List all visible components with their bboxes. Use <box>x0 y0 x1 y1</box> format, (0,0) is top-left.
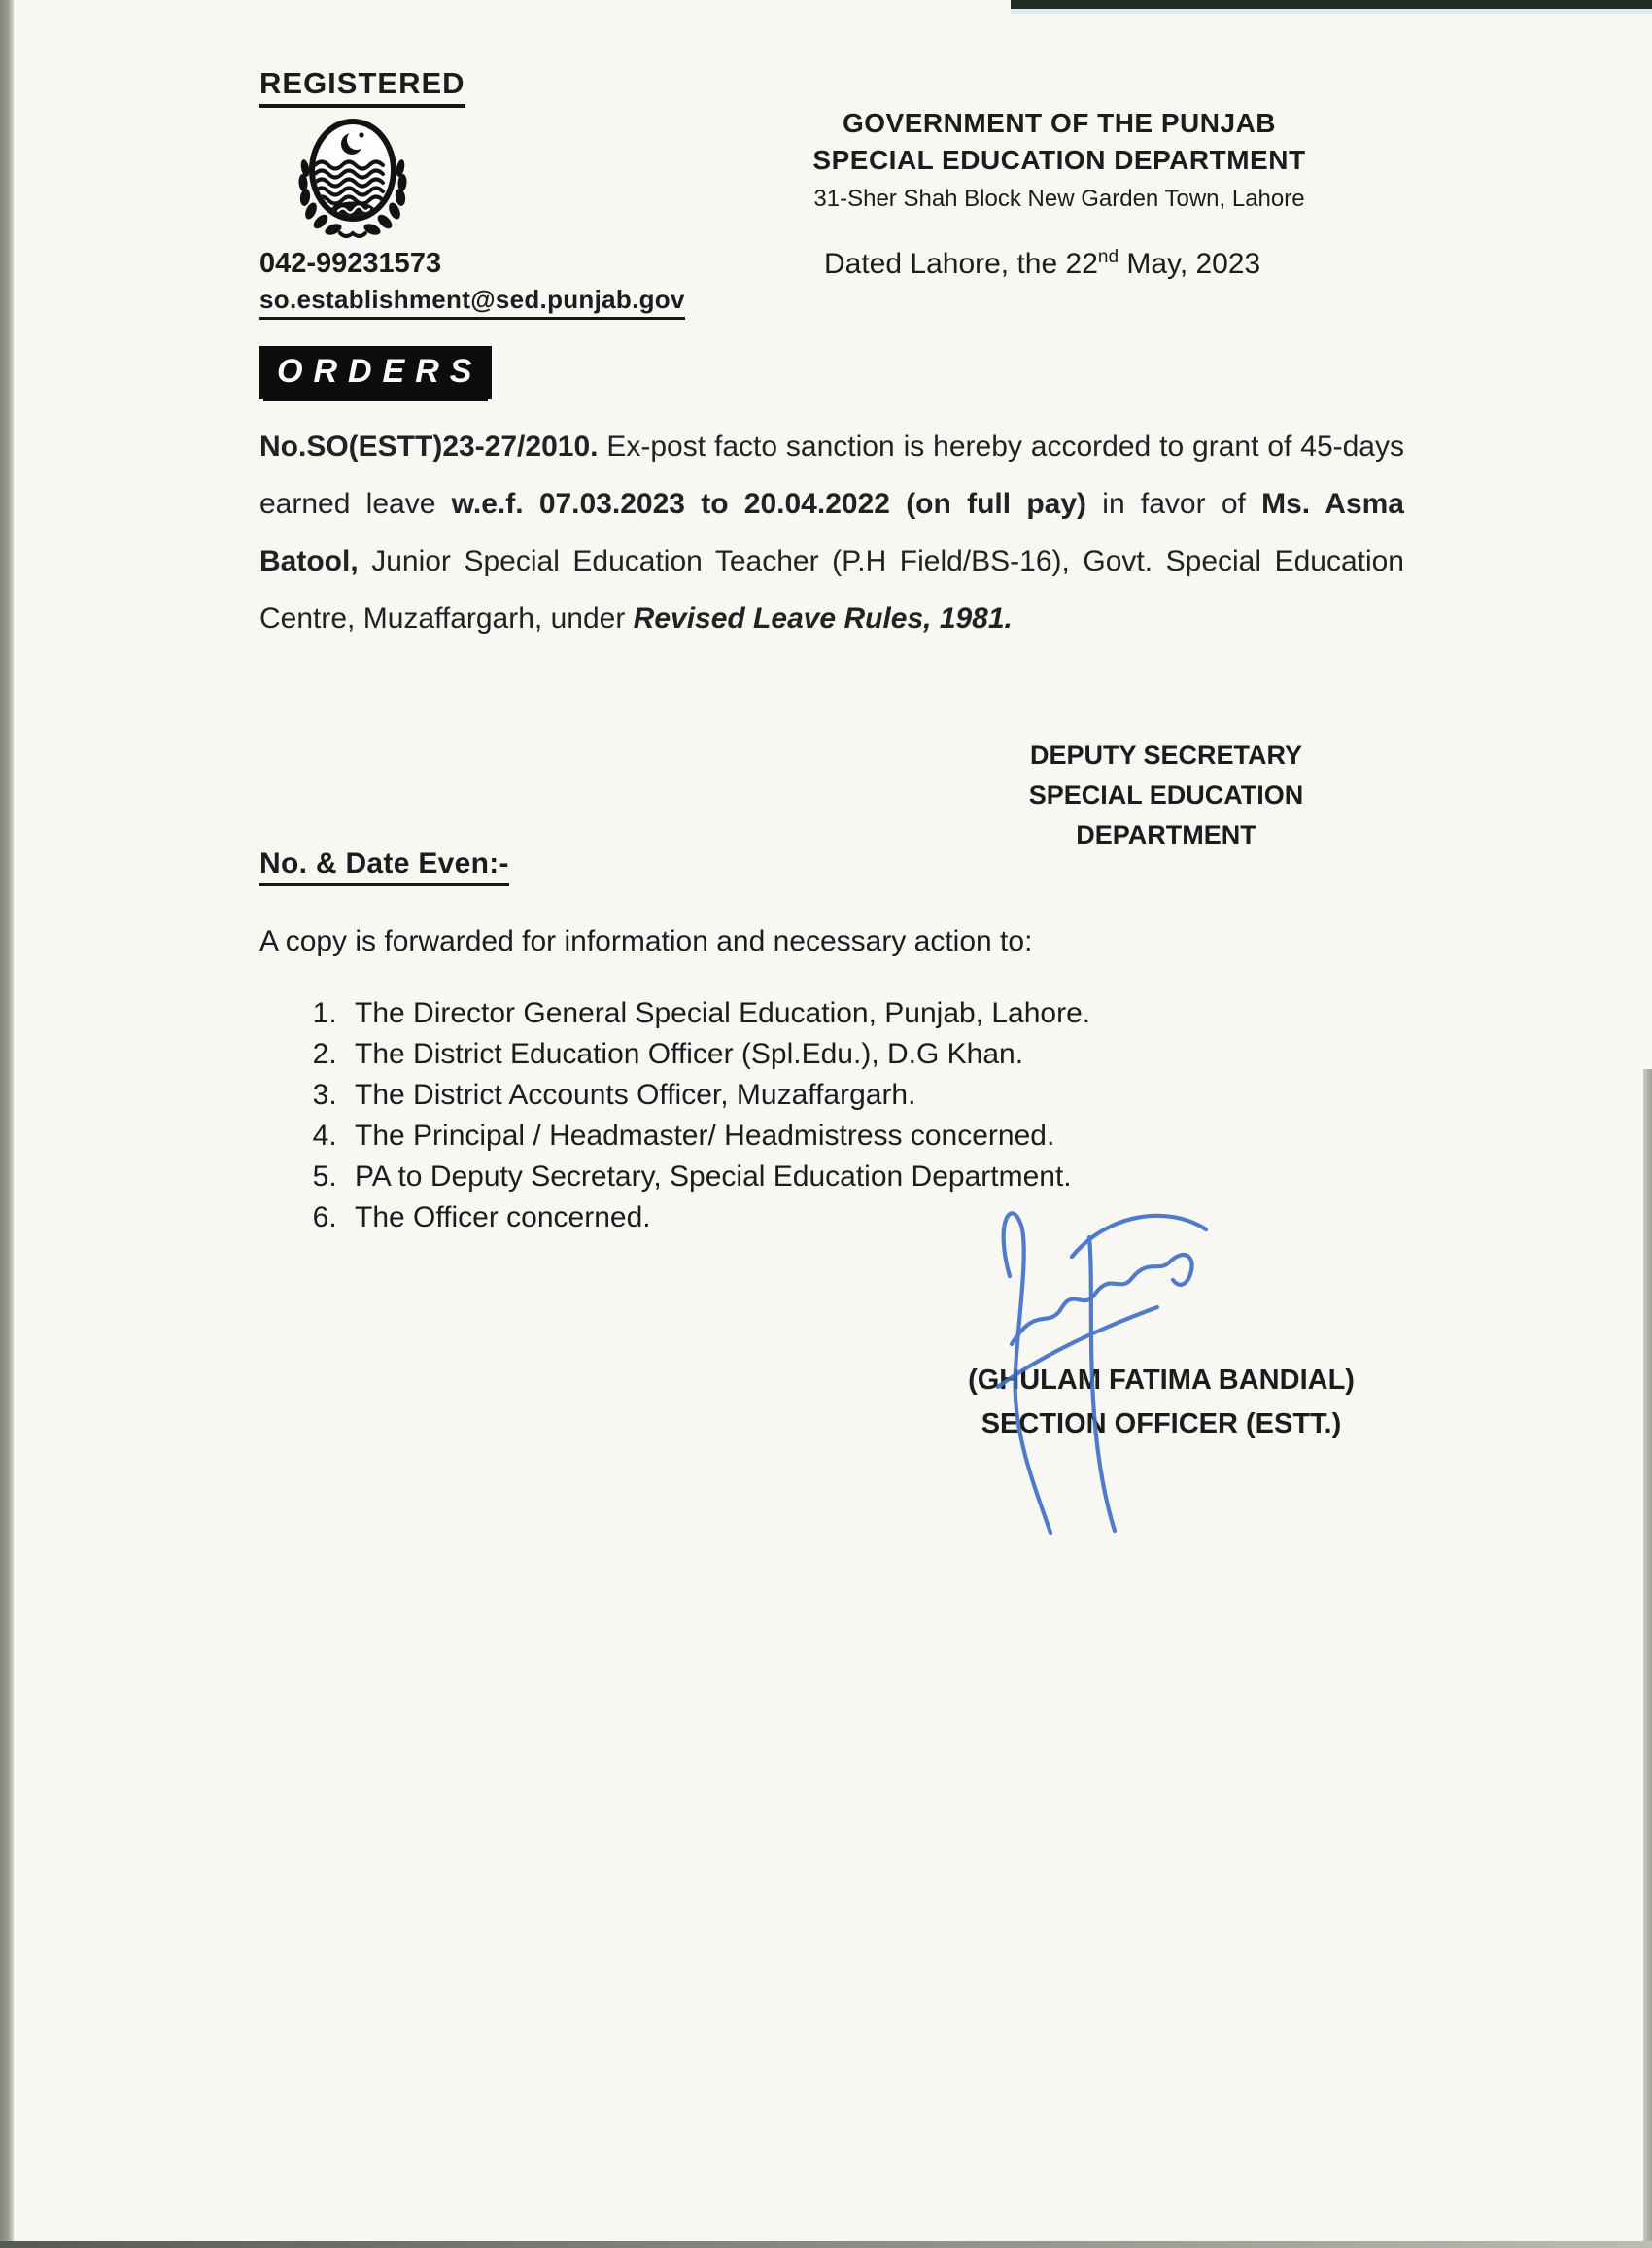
email-address: so.establishment@sed.punjab.gov <box>259 285 685 320</box>
deputy-secretary-block <box>972 736 1360 855</box>
registered-label: REGISTERED <box>259 66 465 108</box>
signatory-name: (GHULAM FATIMA BANDIAL) <box>968 1365 1355 1396</box>
orders-heading: ORDERS <box>259 346 492 399</box>
cc-item: 6. The Officer concerned. <box>345 1197 1268 1238</box>
paragraph-segment: Ex-post facto sanction is hereby accorded to grant of 45-days earned leave <box>259 431 1404 520</box>
scan-edge-top <box>1011 0 1652 9</box>
cc-item: 5. PA to Deputy Secretary, Special Education Department. <box>345 1157 1268 1197</box>
leave-period: w.e.f. 07.03.2023 to 20.04.2022 (on full pay) <box>451 488 1087 520</box>
punjab-crest-logo <box>280 115 426 248</box>
scan-edge-left <box>0 0 14 2248</box>
government-title: GOVERNMENT OF THE PUNJAB <box>842 108 1277 138</box>
cc-item: 2. The District Education Officer (Spl.Edu.), D.G Khan. <box>345 1034 1268 1075</box>
scan-edge-bottom <box>0 2241 1652 2248</box>
cc-intro: A copy is forwarded for information and necessary action to: <box>259 925 1033 957</box>
letterhead <box>768 105 1351 218</box>
date-suffix: May, 2023 <box>1119 248 1261 280</box>
signatory-title: SECTION OFFICER (ESTT.) <box>981 1408 1342 1439</box>
cc-item: 1. The Director General Special Education, Punjab, Lahore. <box>345 993 1268 1034</box>
scan-edge-top-glow <box>1011 9 1652 14</box>
date-ordinal: nd <box>1097 247 1119 267</box>
number-date-even-heading: No. & Date Even:- <box>259 847 509 886</box>
phone-number: 042-99231573 <box>259 248 442 279</box>
cc-item: 3. The District Accounts Officer, Muzaffargarh. <box>345 1075 1268 1116</box>
date-prefix: Dated Lahore, the 22 <box>824 248 1098 280</box>
scan-edge-right <box>1643 1069 1652 2248</box>
signatory-block <box>928 1359 1394 1446</box>
department-address: 31-Sher Shah Block New Garden Town, Lahore <box>813 186 1305 212</box>
deputy-secretary-line2: SPECIAL EDUCATION <box>1028 780 1304 810</box>
paragraph-segment: in favor of <box>1086 488 1262 520</box>
department-title: SPECIAL EDUCATION DEPARTMENT <box>812 145 1306 175</box>
leave-rules-reference: Revised Leave Rules, 1981. <box>633 603 1013 635</box>
employee-name: Ms. Asma Batool, <box>259 488 1404 577</box>
cc-item: 4. The Principal / Headmaster/ Headmistress concerned. <box>345 1116 1268 1157</box>
order-number: No.SO(ESTT)23-27/2010. <box>259 431 599 463</box>
deputy-secretary-line3: DEPARTMENT <box>1076 820 1256 849</box>
cc-list <box>259 993 1268 1238</box>
deputy-secretary-line1: DEPUTY SECRETARY <box>1029 741 1303 770</box>
date-line <box>824 248 1260 281</box>
paragraph-segment: Junior Special Education Teacher (P.H Field/BS-16), Govt. Special Education Centre, Muzaffargarh, under <box>259 545 1404 635</box>
orders-paragraph <box>259 418 1404 647</box>
